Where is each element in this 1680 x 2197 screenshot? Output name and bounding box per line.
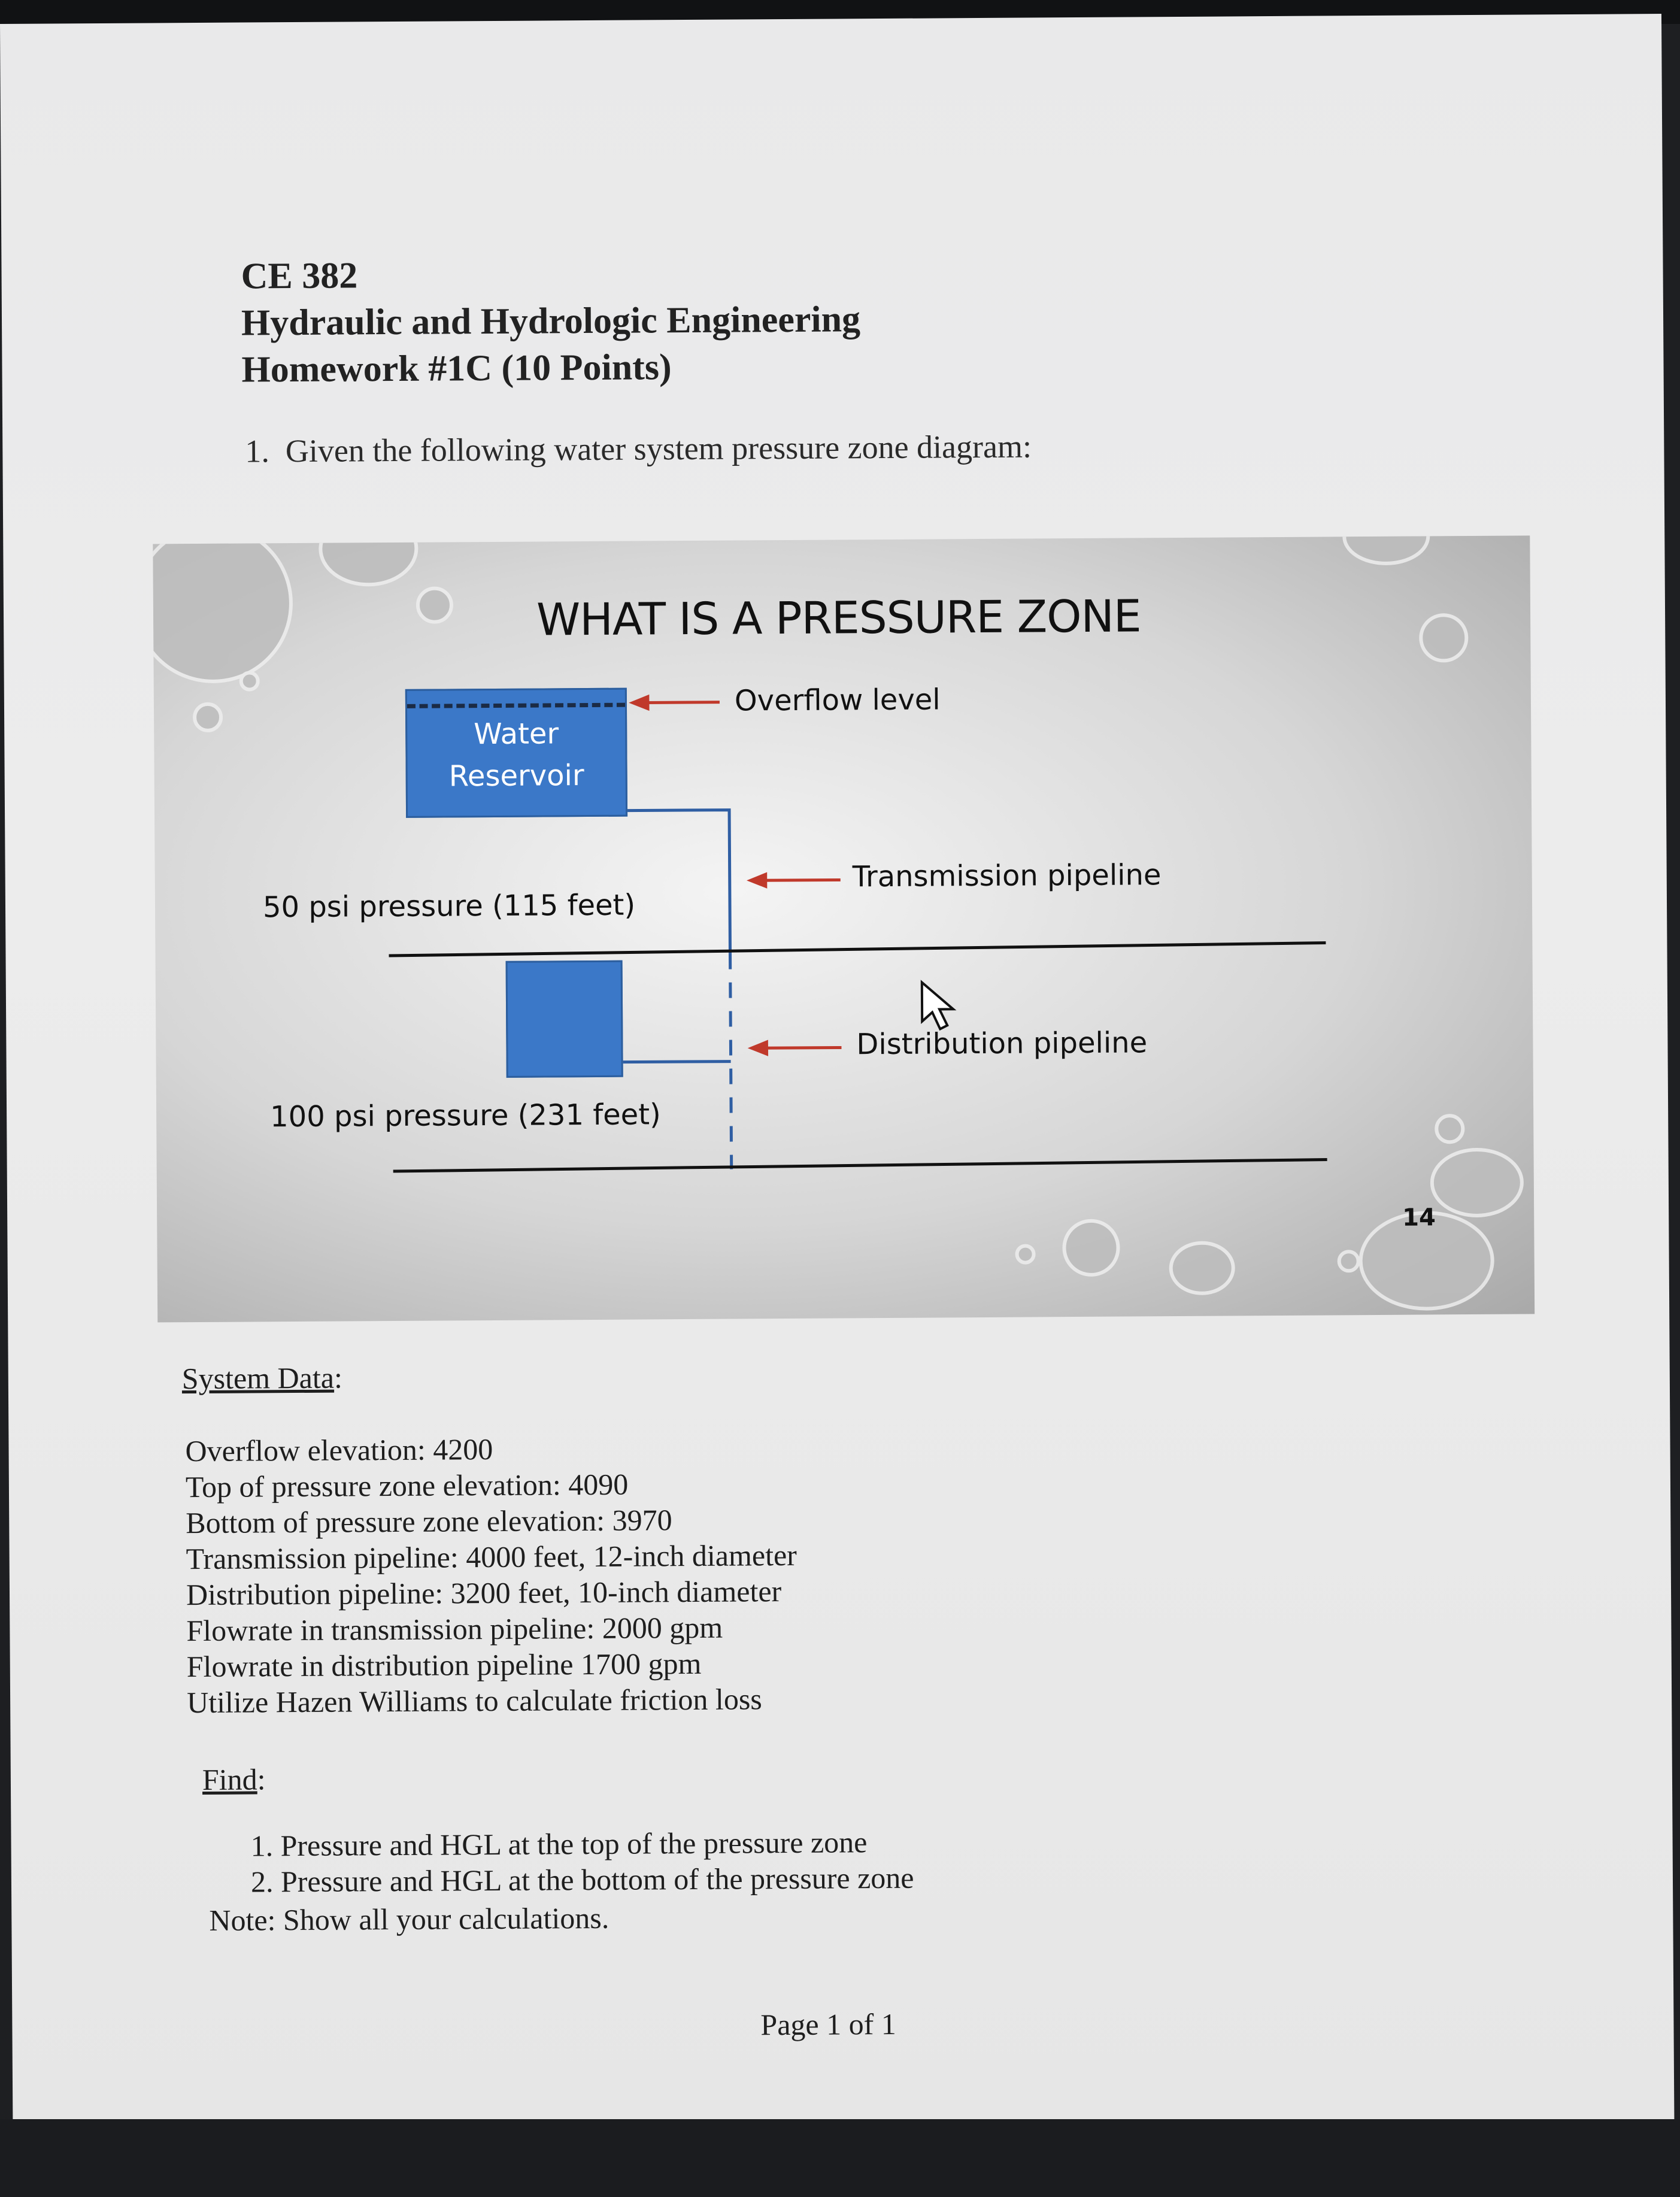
diagram-title: WHAT IS A PRESSURE ZONE [536, 590, 1141, 646]
mouse-pointer-icon [922, 982, 953, 1029]
overflow-level-label: Overflow level [734, 683, 941, 718]
pressure-zone-diagram [153, 535, 1535, 1322]
system-data-heading-text: System Data [181, 1360, 335, 1396]
list-item: 2. Pressure and HGL at the bottom of the pressure zone [250, 1860, 914, 1899]
pressure-top-label: 50 psi pressure (115 feet) [262, 888, 636, 925]
reservoir-label-line2: Reservoir [448, 759, 584, 793]
list-item: 1. Pressure and HGL at the top of the pressure zone [250, 1825, 868, 1863]
find-list [250, 1824, 914, 1900]
list-item: Flowrate in distribution pipeline 1700 gpm [186, 1646, 702, 1684]
course-title: Hydraulic and Hydrologic Engineering [241, 299, 861, 344]
list-item: Utilize Hazen Williams to calculate friction loss [186, 1682, 762, 1720]
assignment-title: Homework #1C (10 Points) [241, 347, 672, 390]
question-text: Given the following water system pressure zone diagram: [285, 428, 1032, 469]
course-code: CE 382 [241, 255, 358, 297]
find-heading-colon: : [257, 1762, 266, 1796]
find-heading [202, 1762, 266, 1797]
house-box [506, 960, 623, 1078]
system-data-heading-colon: : [333, 1360, 343, 1395]
question-number: 1. [245, 433, 270, 469]
system-data-heading [182, 1360, 342, 1396]
page-number: Page 1 of 1 [760, 2007, 896, 2042]
water-drop-icon [153, 535, 1523, 1316]
water-reservoir [405, 688, 627, 818]
find-heading-text: Find [202, 1762, 257, 1796]
system-data-list [185, 1429, 797, 1720]
diagram-graphics [153, 535, 1535, 1322]
list-item: Flowrate in transmission pipeline: 2000 gpm [186, 1610, 723, 1648]
pressure-line-top [389, 943, 1326, 956]
document-page [0, 14, 1675, 2174]
transmission-pipe [627, 810, 730, 954]
slide-number: 14 [1402, 1204, 1436, 1232]
list-item: Bottom of pressure zone elevation: 3970 [186, 1503, 672, 1540]
pressure-bottom-label: 100 psi pressure (231 feet) [269, 1098, 661, 1134]
question-1 [245, 428, 1032, 469]
list-item: Transmission pipeline: 4000 feet, 12-inch diameter [186, 1538, 797, 1576]
reservoir-label-line1: Water [474, 717, 559, 751]
distribution-pipeline-label: Distribution pipeline [856, 1026, 1148, 1062]
overflow-dashed-line [407, 703, 625, 708]
document-header [241, 249, 860, 393]
list-item: Top of pressure zone elevation: 4090 [185, 1467, 629, 1504]
monitor-bottom-bezel [0, 2119, 1680, 2197]
list-item: Overflow elevation: 4200 [185, 1432, 493, 1468]
transmission-pipeline-label: Transmission pipeline [852, 858, 1162, 894]
calculation-note: Note: Show all your calculations. [209, 1901, 609, 1937]
pressure-line-bottom [393, 1159, 1327, 1171]
arrow-left-icon [633, 695, 842, 1054]
list-item: Distribution pipeline: 3200 feet, 10-inch diameter [186, 1574, 782, 1612]
